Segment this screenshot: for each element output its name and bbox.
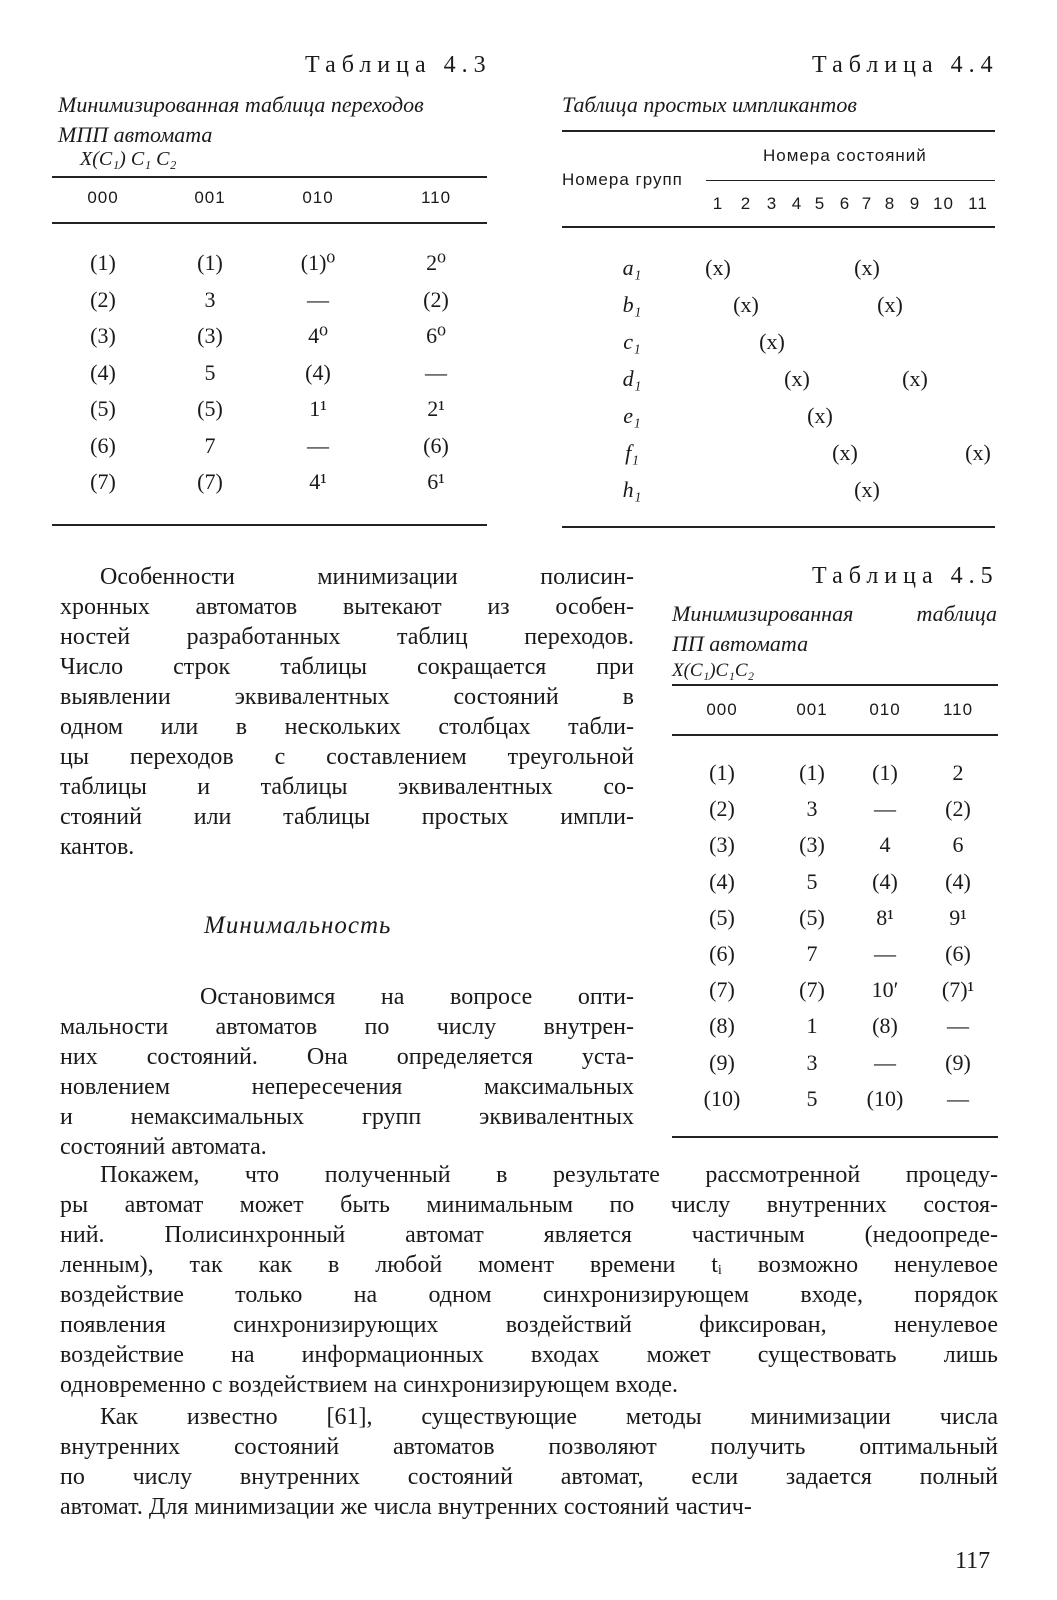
table-4-4-mark: (x)	[784, 366, 810, 391]
paragraph-3-line: ры автомат может быть минимальным по числу внутренних состоя-	[60, 1192, 998, 1218]
table-4-4-state-number: 7	[861, 194, 873, 213]
table-4-3-header-rule	[52, 222, 487, 224]
paragraph-1-line: хронных автоматов вытекают из особен-	[60, 594, 634, 620]
table-4-4-header-rule	[562, 226, 995, 228]
table-4-4-state-number: 11	[968, 194, 988, 213]
table-4-5-cell: —	[874, 796, 896, 822]
table-4-3-col-header: 000	[87, 188, 119, 207]
table-4-5-bottom-rule	[672, 1136, 998, 1138]
table-4-3-cell: 5	[204, 359, 216, 385]
paragraph-3-line: одновременно с воздействием на синхронизирующем входе.	[60, 1372, 678, 1398]
table-4-3-cell: (4)	[305, 359, 331, 385]
table-4-4-row-label: d₁	[622, 366, 642, 391]
table-4-4-number: Таблица 4.4	[812, 52, 999, 78]
paragraph-1-line: одном или в нескольких столбцах табли-	[60, 714, 634, 740]
table-4-5-cell: 10′	[871, 977, 899, 1003]
table-4-5-cell: (8)	[872, 1013, 898, 1039]
paragraph-2-line: мальности автоматов по числу внутрен-	[60, 1014, 634, 1040]
table-4-5-top-rule	[672, 684, 998, 686]
table-4-3-caption-line1: Минимизированная таблица переходов	[58, 92, 424, 117]
table-4-5-cell: (2)	[709, 796, 735, 822]
table-4-5-cell: (9)	[709, 1049, 735, 1075]
table-4-5-col-header: 010	[869, 700, 901, 719]
table-4-5-cell: (1)	[872, 760, 898, 785]
table-4-3-cell: (6)	[423, 432, 449, 458]
table-4-3-cell: (2)	[90, 286, 116, 312]
paragraph-3-line: ленным), так как в любой момент времени tᵢ возможно ненулевое	[60, 1252, 998, 1278]
table-4-5-cell: (7)	[799, 977, 825, 1003]
table-4-4-row-label: f₁	[625, 440, 639, 465]
table-4-4-row-label: c₁	[623, 329, 641, 354]
table-4-5-cell: 1	[806, 1013, 818, 1039]
page-number: 117	[955, 1548, 991, 1574]
table-4-5-cell: (4)	[945, 868, 971, 894]
table-4-3-cell: (4)	[90, 359, 116, 385]
table-4-5-cell: 8¹	[876, 904, 894, 930]
table-4-3-cell: (3)	[90, 323, 116, 348]
table-4-4-caption: Таблица простых импликантов	[562, 92, 857, 117]
paragraph-4-line: автомат. Для минимизации же числа внутренних состояний частич-	[60, 1494, 752, 1520]
table-4-4-state-number: 9	[909, 194, 921, 213]
table-4-5-cell: 5	[806, 868, 818, 894]
table-4-4-row-label: b₁	[622, 292, 642, 317]
table-4-5-cell: —	[947, 1085, 969, 1111]
table-4-3-col-header: 001	[194, 188, 226, 207]
table-4-5-cell: (5)	[709, 904, 735, 930]
table-4-5-cell: (4)	[872, 868, 898, 894]
table-4-5-cell: 4	[879, 832, 891, 858]
table-4-4-state-number: 6	[839, 194, 851, 213]
table-4-3-cell: (7)	[90, 469, 116, 494]
table-4-5-col-header: 110	[942, 700, 974, 719]
table-4-4-mark: (x)	[854, 477, 880, 502]
table-4-3-cell: (1)	[90, 250, 116, 275]
paragraph-3-line: воздействие на информационных входах может существовать лишь	[60, 1342, 998, 1368]
paragraph-3-line: появления синхронизирующих воздействий фиксирован, ненулевое	[60, 1312, 998, 1338]
table-4-3-cell: 7	[204, 432, 216, 458]
table-4-5-cell: (8)	[709, 1013, 735, 1039]
table-4-5-cell: (10)	[703, 1085, 741, 1111]
paragraph-2-line: состояний автомата.	[60, 1134, 267, 1160]
paragraph-1	[60, 562, 634, 862]
table-4-3-caption	[58, 90, 424, 150]
table-4-5-cell: 3	[806, 796, 818, 822]
table-4-3-cell: (1)⁰	[300, 250, 336, 275]
table-4-5-cell: (2)	[945, 796, 971, 822]
table-4-4-state-number: 8	[884, 194, 896, 213]
table-4-3-col-header: 110	[420, 188, 452, 207]
table-4-4-mark: (x)	[705, 255, 731, 280]
paragraph-1-line: кантов.	[60, 834, 135, 860]
table-4-4-state-number: 4	[791, 194, 803, 213]
table-4-4-state-number: 5	[814, 194, 826, 213]
table-4-4-mark: (x)	[902, 366, 928, 391]
table-4-5-cell: (1)	[799, 760, 825, 785]
paragraph-3-line: воздействие только на одном синхронизирующем входе, порядок	[60, 1282, 998, 1308]
table-4-4-mark: (x)	[877, 292, 903, 317]
table-4-5-cell: (5)	[799, 904, 825, 930]
table-4-5-col-header: 000	[706, 700, 738, 719]
table-4-4-row-label: a₁	[622, 255, 642, 280]
table-4-5-cell: 9¹	[949, 904, 967, 930]
table-4-3-cell: (7)	[197, 469, 223, 494]
table-4-4-mark: (x)	[759, 329, 785, 354]
table-4-3-cell: (5)	[197, 396, 223, 421]
table-4-5-cell: 2	[952, 760, 964, 785]
table-4-3-cell: 2¹	[427, 396, 445, 421]
table-4-4-top-rule	[562, 130, 995, 132]
table-4-4-mark: (x)	[807, 403, 833, 428]
table-4-5-header-rule	[672, 734, 998, 736]
table-4-4-state-number: 2	[740, 194, 752, 213]
paragraph-2-line: Остановимся на вопросе опти-	[200, 984, 634, 1010]
table-4-3-col-header: 010	[302, 188, 334, 207]
table-4-5-cell: (1)	[709, 760, 735, 785]
table-4-5-cell: 7	[806, 941, 818, 966]
table-4-5-caption-line2: ПП автомата	[672, 631, 809, 656]
paragraph-1-line: выявлении эквивалентных состояний в	[60, 684, 634, 710]
table-4-3-cell: 1¹	[309, 396, 327, 421]
table-4-3-cell: (1)	[197, 250, 223, 275]
paragraph-1-line: таблицы и таблицы эквивалентных со-	[60, 774, 634, 800]
table-4-3-cell: (5)	[90, 396, 116, 421]
table-4-5-cell: (10)	[866, 1085, 904, 1111]
table-4-3-cell: (6)	[90, 432, 116, 458]
table-4-3-cell: —	[307, 432, 329, 458]
table-4-3-cell: (3)	[197, 323, 223, 348]
paragraph-2-line: и немаксимальных групп эквивалентных	[60, 1104, 634, 1130]
table-4-3-cell: 6¹	[427, 469, 445, 494]
table-4-3-bottom-rule	[52, 524, 487, 526]
table-4-5-cell: 5	[806, 1085, 818, 1111]
table-4-4-row-label: h₁	[622, 477, 642, 502]
paragraph-4-line: Как известно [61], существующие методы минимизации числа	[100, 1404, 998, 1430]
table-4-5-cell: (7)¹	[941, 977, 975, 1003]
table-4-4-state-number: 3	[766, 194, 778, 213]
table-4-3-top-rule	[52, 176, 487, 178]
paragraph-1-line: Число строк таблицы сокращается при	[60, 654, 634, 680]
paragraph-3-line: ний. Полисинхронный автомат является частичным (недоопреде-	[60, 1222, 998, 1248]
table-4-4-state-rule	[706, 180, 995, 181]
table-4-4-state-number: 10	[933, 194, 954, 213]
table-4-4-mark: (x)	[965, 440, 991, 465]
table-4-3-cell: —	[425, 359, 447, 385]
paragraph-4-line: внутренних состояний автоматов позволяют получить оптимальный	[60, 1434, 998, 1460]
paragraph-1-line: стояний или таблицы простых импли-	[60, 804, 634, 830]
table-4-5-caption	[672, 599, 997, 659]
table-4-3-sublabel: X(C₁) C₁ C₂	[80, 148, 177, 170]
table-4-3-cell: 4⁰	[308, 323, 328, 348]
table-4-3-cell: 3	[204, 286, 216, 312]
table-4-3-cell: 6⁰	[426, 323, 446, 348]
paragraph-3	[60, 1160, 998, 1400]
table-4-4-state-header: Номера состояний	[763, 146, 927, 165]
table-4-5-cell: —	[947, 1013, 969, 1039]
table-4-5-cell: (7)	[709, 977, 735, 1003]
table-4-5-cell: —	[874, 941, 896, 966]
paragraph-1-line: цы переходов с составлением треугольной	[60, 744, 634, 770]
table-4-3-number: Таблица 4.3	[305, 52, 492, 78]
table-4-5-cell: —	[874, 1049, 896, 1075]
table-4-4-mark: (x)	[832, 440, 858, 465]
paragraph-2-line: новлением непересечения максимальных	[60, 1074, 634, 1100]
table-4-5-cell: (3)	[709, 832, 735, 858]
table-4-5-col-header: 001	[796, 700, 828, 719]
paragraph-4	[60, 1402, 998, 1522]
table-4-5-number: Таблица 4.5	[812, 563, 999, 589]
paragraph-4-line: по числу внутренних состояний автомат, если задается полный	[60, 1464, 998, 1490]
table-4-5-sublabel: X(C₁)C₁C₂	[672, 660, 755, 681]
table-4-4-bottom-rule	[562, 526, 995, 528]
paragraph-3-line: Покажем, что полученный в результате рассмотренной процеду-	[100, 1162, 998, 1188]
table-4-5-caption-line1: Минимизированная таблица	[672, 601, 997, 626]
table-4-5-cell: 3	[806, 1049, 818, 1075]
table-4-5-cell: (6)	[709, 941, 735, 966]
table-4-4-group-header: Номера групп	[562, 170, 683, 189]
paragraph-1-line: Особенности минимизации полисин-	[100, 564, 634, 590]
table-4-5-cell: (4)	[709, 868, 735, 894]
table-4-4-state-number: 1	[712, 194, 724, 213]
table-4-5-cell: 6	[952, 832, 964, 858]
paragraph-2	[60, 982, 634, 1162]
paragraph-1-line: ностей разработанных таблиц переходов.	[60, 624, 634, 650]
table-4-5-cell: (9)	[945, 1049, 971, 1075]
table-4-4-mark: (x)	[854, 255, 880, 280]
table-4-3-cell: (2)	[423, 286, 449, 312]
table-4-4-mark: (x)	[733, 292, 759, 317]
table-4-4-row-label: e₁	[623, 403, 641, 428]
table-4-3-cell: 4¹	[309, 469, 327, 494]
table-4-3-cell: 2⁰	[426, 250, 446, 275]
section-heading: Минимальность	[204, 912, 392, 939]
paragraph-2-line: них состояний. Она определяется уста-	[60, 1044, 634, 1070]
table-4-5-cell: (3)	[799, 832, 825, 858]
table-4-3-caption-line2: МПП автомата	[58, 122, 213, 147]
table-4-3-cell: —	[307, 286, 329, 312]
table-4-5-cell: (6)	[945, 941, 971, 966]
